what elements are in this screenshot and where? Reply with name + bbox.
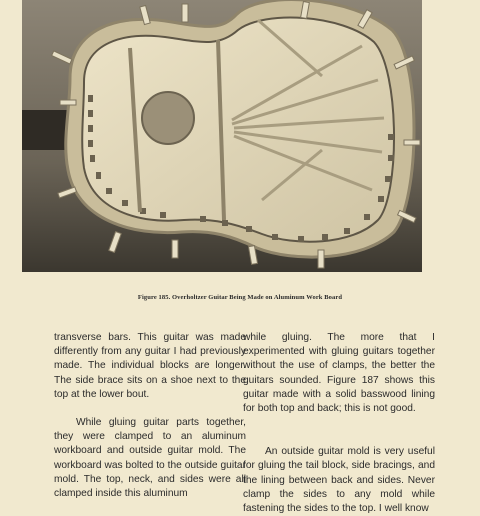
right-paragraph-2: An outside guitar mold is very useful for gluing the tail block, side bracings, and the lining between back and sides. Never clamp the sides to any mold while fastening the sides to the top. I well know	[243, 446, 435, 515]
right-paragraph-1: while gluing. The more that I experimented with gluing guitars together without the use of clamps, the better the guitars sounded. Figure 187 shows this guitar made with a solid basswood lining for both top and back; this is not good.	[243, 332, 435, 415]
figure-caption: Figure 185. Overholtzer Guitar Being Made on Aluminum Work Board	[137, 294, 343, 301]
sound-hole	[142, 92, 194, 144]
left-paragraph-1: transverse bars. This guitar was made differently from any guitar I had previously made. The individual blocks are longer. The side brace sits on a shoe next to the top at the lower bout.	[54, 332, 246, 400]
right-column	[243, 331, 435, 516]
left-paragraph-2: While gluing guitar parts together, they were clamped to an aluminum workboard and outside guitar mold. The workboard was bolted to the outside guitar mold. The top, neck, and sides were all clamped inside this aluminum	[54, 417, 246, 500]
left-column	[54, 331, 246, 501]
figure-photo	[22, 0, 422, 272]
guitar-photo-illustration	[22, 0, 422, 272]
